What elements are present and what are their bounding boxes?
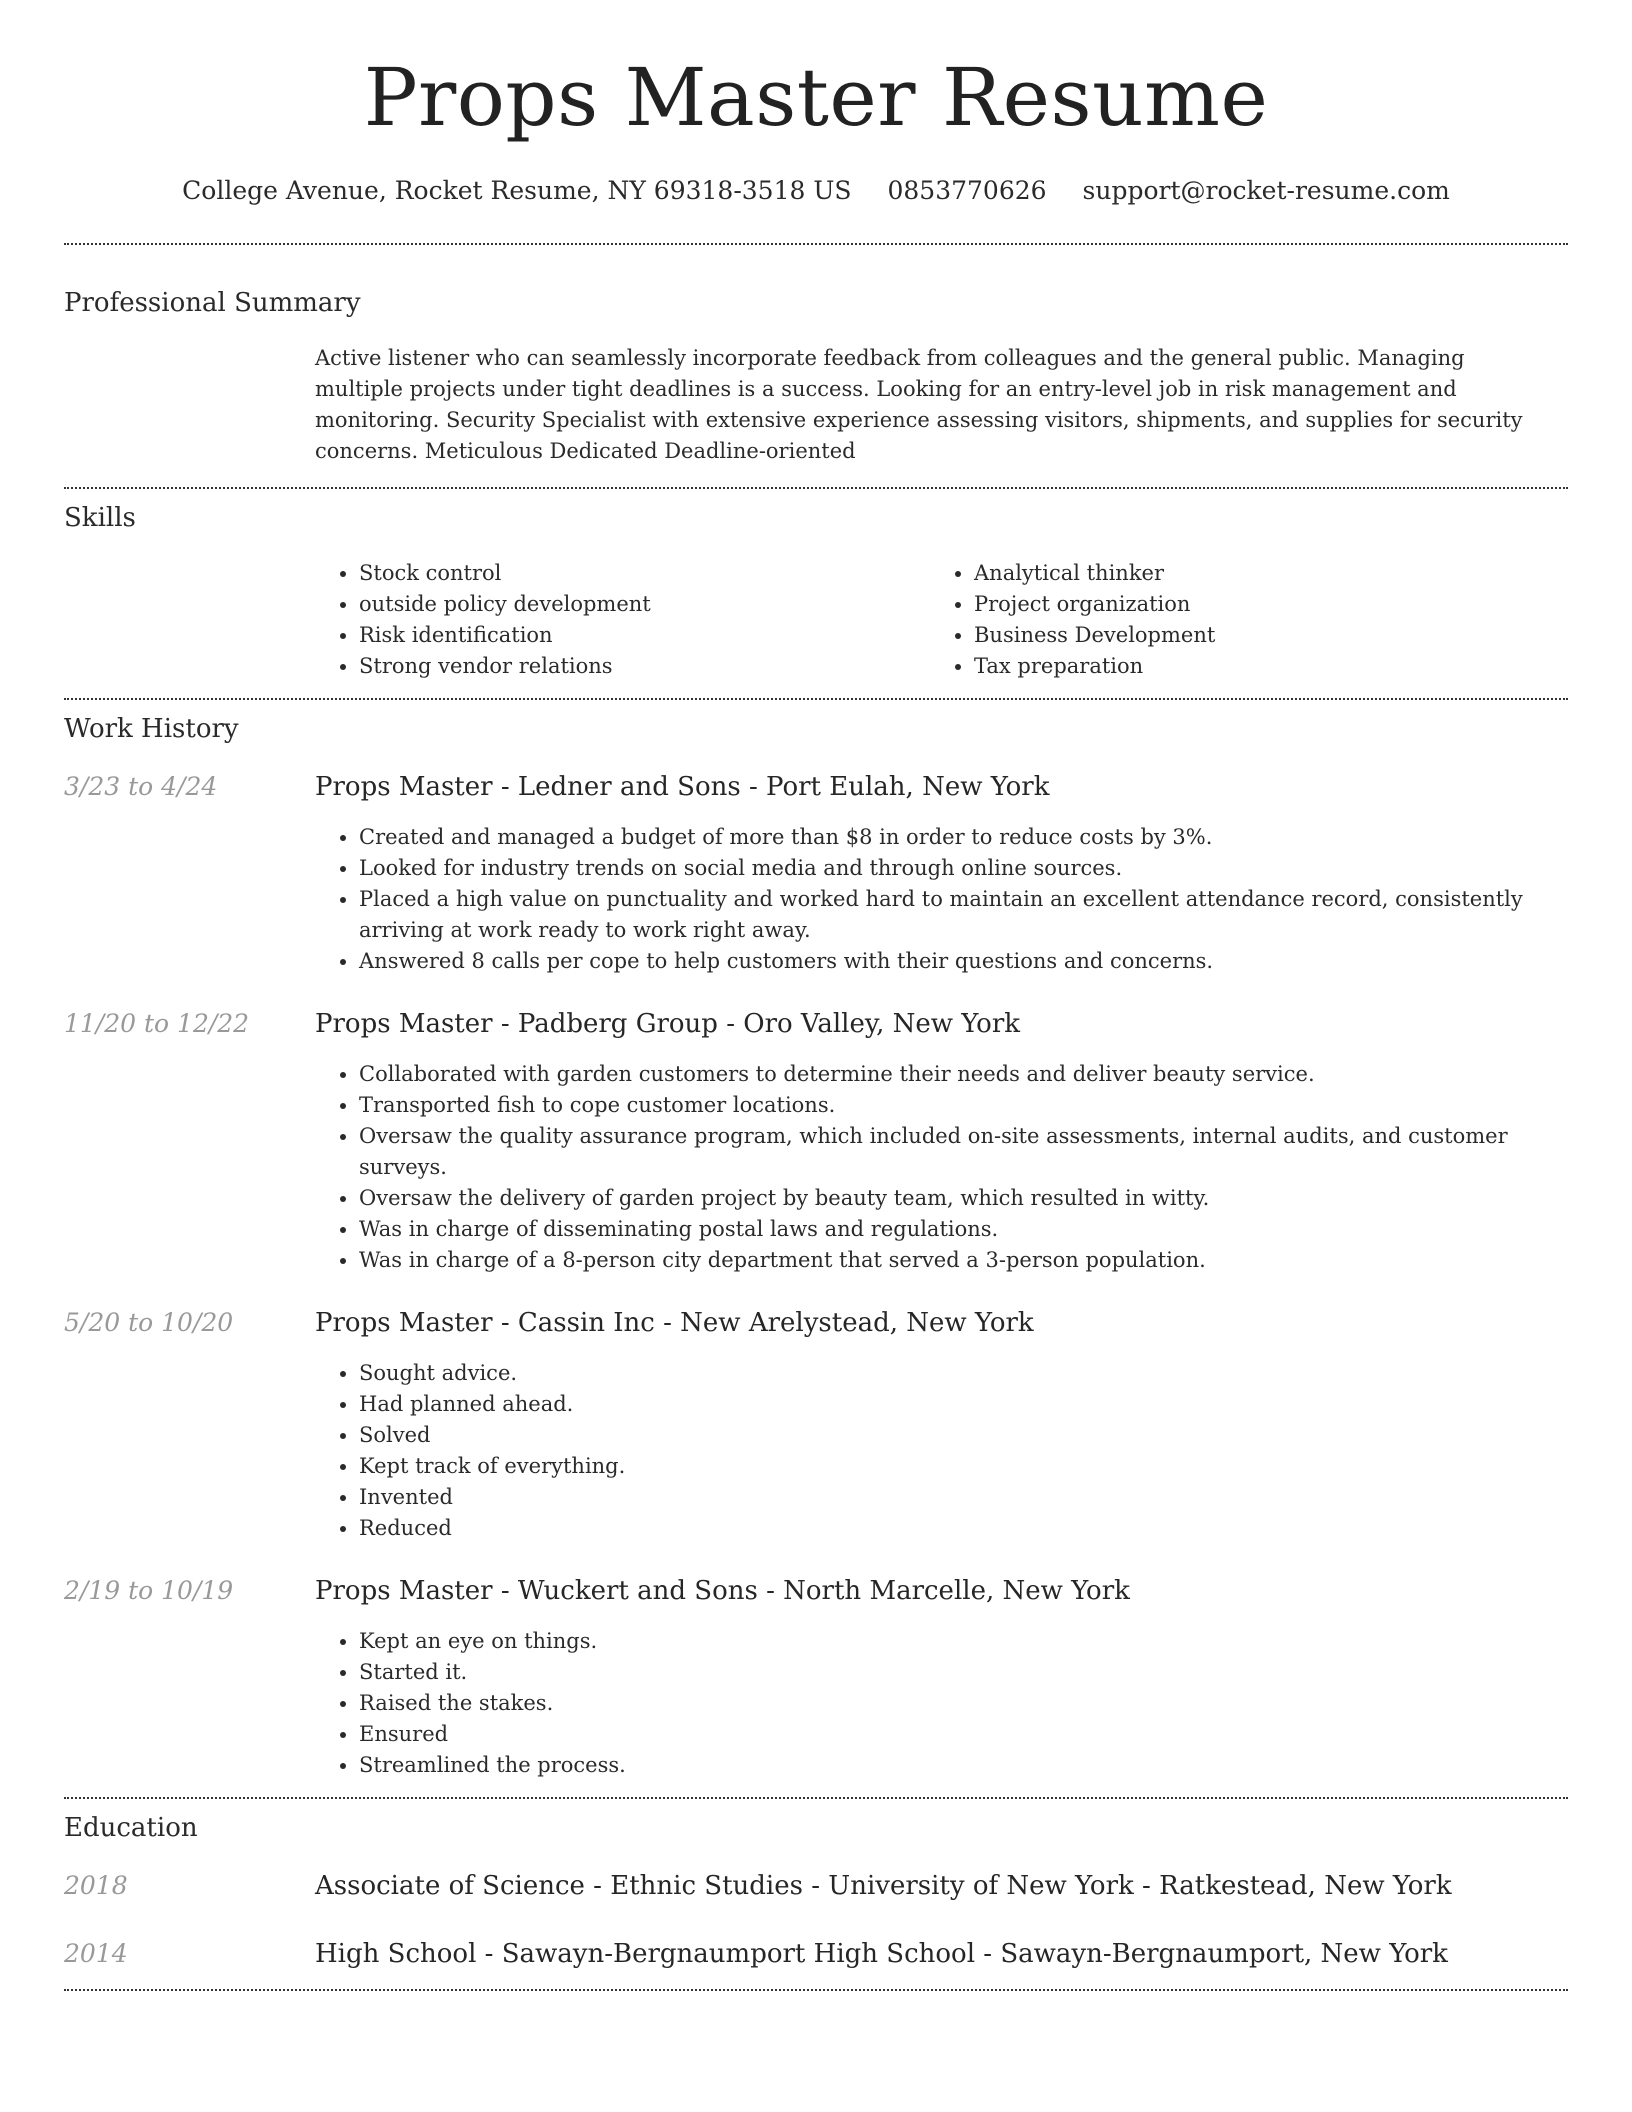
job-bullet: • Had planned ahead.: [359, 1389, 1548, 1420]
job-bullet: • Sought advice.: [359, 1358, 1548, 1389]
job-entry: [64, 772, 1568, 977]
skills-grid: [315, 558, 1568, 682]
job-bullet: • Kept track of everything.: [359, 1451, 1548, 1482]
divider: [64, 698, 1568, 700]
job-bullets: [315, 1059, 1568, 1276]
job-bullet: • Oversaw the quality assurance program, which included on-site assessments, internal audits, and customer surveys.: [359, 1121, 1548, 1183]
skill-item: • Strong vendor relations: [359, 651, 930, 682]
job-title: Props Master - Cassin Inc - New Arelystead, New York: [315, 1308, 1034, 1338]
job-bullet: • Invented: [359, 1482, 1548, 1513]
job-bullets: [315, 1358, 1568, 1544]
divider: [64, 1989, 1568, 1991]
skill-item: • Tax preparation: [974, 651, 1545, 682]
education-entry: [64, 1939, 1568, 1969]
summary-heading: Professional Summary: [64, 288, 361, 318]
job-bullet: • Answered 8 calls per cope to help customers with their questions and concerns.: [359, 946, 1548, 977]
job-bullet: • Ensured: [359, 1719, 1548, 1750]
job-dates: 5/20 to 10/20: [64, 1308, 234, 1337]
contact-email: support@rocket-resume.com: [1082, 176, 1450, 205]
job-title: Props Master - Padberg Group - Oro Valley, New York: [315, 1009, 1020, 1039]
job-entry: [64, 1576, 1568, 1781]
skills-column-right: [930, 558, 1545, 682]
resume-title: Props Master Resume: [363, 51, 1269, 144]
education-school: - University of New York - Ratkestead, New York: [802, 1871, 1452, 1901]
job-bullet: • Streamlined the process.: [359, 1750, 1548, 1781]
job-details: [315, 1576, 1568, 1781]
job-entry: [64, 1009, 1568, 1276]
education-year: 2014: [64, 1939, 128, 1968]
education-details: [315, 1939, 1568, 1969]
job-bullet: • Raised the stakes.: [359, 1688, 1548, 1719]
skill-item: • Stock control: [359, 558, 930, 589]
contact-line: [64, 176, 1568, 206]
job-bullet: • Looked for industry trends on social media and through online sources.: [359, 853, 1548, 884]
education-entry: [64, 1871, 1568, 1901]
job-bullets: [315, 822, 1568, 977]
skill-item: • Risk identification: [359, 620, 930, 651]
job-details: [315, 772, 1568, 977]
job-bullet: • Placed a high value on punctuality and worked hard to maintain an excellent attendance record, consistently arriving at work ready to work right away.: [359, 884, 1548, 946]
divider: [64, 243, 1568, 245]
education-year: 2018: [64, 1871, 128, 1900]
job-details: [315, 1308, 1568, 1544]
job-bullet: • Was in charge of a 8-person city department that served a 3-person population.: [359, 1245, 1548, 1276]
job-bullet: • Started it.: [359, 1657, 1548, 1688]
job-entry: [64, 1308, 1568, 1544]
job-title: Props Master - Ledner and Sons - Port Eulah, New York: [315, 772, 1050, 802]
skill-item: • outside policy development: [359, 589, 930, 620]
summary-text: Active listener who can seamlessly incorporate feedback from colleagues and the general public. Managing multiple projects under tight deadlines is a success. Looking for an entry-level job in risk management and monitoring. Security Specialist with extensive experience assessing visitors, shipments, and supplies for security concerns. Meticulous Dedicated Deadline-oriented: [315, 346, 1523, 463]
job-bullet: • Transported fish to cope customer locations.: [359, 1090, 1548, 1121]
education-degree: High School: [315, 1939, 477, 1969]
job-bullet: • Reduced: [359, 1513, 1548, 1544]
job-bullet: • Kept an eye on things.: [359, 1626, 1548, 1657]
job-details: [315, 1009, 1568, 1276]
job-dates: 3/23 to 4/24: [64, 772, 218, 801]
education-heading: Education: [64, 1813, 198, 1843]
education-degree: Associate of Science - Ethnic Studies: [315, 1871, 803, 1901]
job-dates: 11/20 to 12/22: [64, 1009, 250, 1038]
skills-column-left: [315, 558, 930, 682]
skill-item: • Project organization: [974, 589, 1545, 620]
skills-list-right: [930, 558, 1545, 682]
contact-phone: 0853770626: [887, 176, 1047, 205]
work-history-heading: Work History: [64, 714, 239, 744]
job-bullet: • Collaborated with garden customers to determine their needs and deliver beauty service.: [359, 1059, 1548, 1090]
job-bullet: • Created and managed a budget of more than $8 in order to reduce costs by 3%.: [359, 822, 1548, 853]
skills-heading: Skills: [64, 503, 136, 533]
contact-address: College Avenue, Rocket Resume, NY 69318-3518 US: [182, 176, 852, 205]
job-bullet: • Was in charge of disseminating postal laws and regulations.: [359, 1214, 1548, 1245]
skill-item: • Business Development: [974, 620, 1545, 651]
education-school: - Sawayn-Bergnaumport High School - Sawayn-Bergnaumport, New York: [476, 1939, 1448, 1969]
job-bullet: • Oversaw the delivery of garden project by beauty team, which resulted in witty.: [359, 1183, 1548, 1214]
job-bullet: • Solved: [359, 1420, 1548, 1451]
job-bullets: [315, 1626, 1568, 1781]
divider: [64, 487, 1568, 489]
divider: [64, 1797, 1568, 1799]
job-title: Props Master - Wuckert and Sons - North Marcelle, New York: [315, 1576, 1130, 1606]
skill-item: • Analytical thinker: [974, 558, 1545, 589]
education-details: [315, 1871, 1568, 1901]
skills-list-left: [315, 558, 930, 682]
job-dates: 2/19 to 10/19: [64, 1576, 234, 1605]
